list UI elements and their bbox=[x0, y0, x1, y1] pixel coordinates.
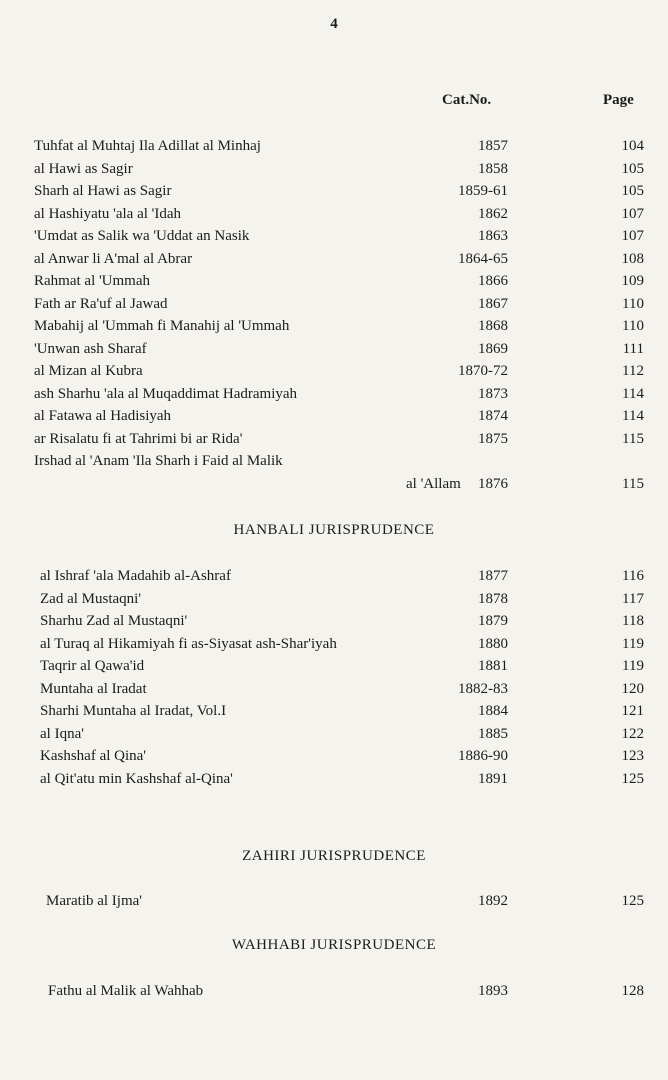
entry-row bbox=[34, 206, 668, 229]
entry-page: 119 bbox=[622, 635, 644, 652]
entry-cat-no: 1886-90 bbox=[458, 748, 508, 764]
entry-row bbox=[40, 658, 668, 681]
entry-cat-no: 1884 bbox=[478, 703, 508, 719]
entry-row bbox=[46, 893, 668, 916]
entry-title: Tuhfat al Muhtaj Ila Adillat al Minhaj bbox=[34, 138, 261, 154]
entry-page: 116 bbox=[622, 568, 644, 584]
entry-cat-no: 1885 bbox=[478, 725, 508, 742]
entry-title: Fath ar Ra'uf al Jawad bbox=[34, 295, 168, 312]
entry-title: Sharh al Hawi as Sagir bbox=[34, 183, 172, 199]
entry-cat-no: 1863 bbox=[478, 228, 508, 244]
entry-title: Zad al Mustaqni' bbox=[40, 590, 142, 607]
entry-cat-no: 1866 bbox=[478, 273, 508, 289]
entry-title: al Hashiyatu 'ala al 'Idah bbox=[34, 205, 182, 222]
page-number: 4 bbox=[330, 16, 338, 32]
entry-title: al Anwar li A'mal al Abrar bbox=[34, 250, 193, 267]
shafii-list bbox=[34, 138, 668, 498]
entry-row bbox=[48, 983, 668, 1006]
entry-cat-no: 1879 bbox=[478, 613, 508, 629]
entry-page: 122 bbox=[621, 725, 644, 742]
entry-title: Fathu al Malik al Wahhab bbox=[48, 983, 204, 999]
entry-cat-no: 1880 bbox=[478, 635, 508, 652]
entry-page: 110 bbox=[622, 318, 644, 334]
entry-title: Muntaha al Iradat bbox=[40, 680, 147, 697]
entry-cat-no: 1874 bbox=[478, 408, 508, 424]
entry-cat-no: 1864-65 bbox=[458, 250, 508, 267]
entry-cat-no: 1857 bbox=[478, 138, 508, 154]
entry-cat-no: 1869 bbox=[478, 340, 508, 357]
entry-page: 115 bbox=[622, 475, 644, 492]
entry-page: 121 bbox=[621, 703, 644, 719]
entry-title: ar Risalatu fi at Tahrimi bi ar Rida' bbox=[34, 430, 243, 447]
entry-row bbox=[40, 636, 668, 659]
entry-cat-no: 1868 bbox=[478, 318, 508, 334]
entry-cat-no: 1892 bbox=[478, 893, 508, 909]
entry-title: Irshad al 'Anam 'Ila Sharh i Faid al Malik bbox=[34, 453, 283, 469]
entry-page: 117 bbox=[622, 590, 644, 607]
entry-page: 115 bbox=[622, 430, 644, 447]
entry-page: 105 bbox=[621, 183, 644, 199]
entry-page: 114 bbox=[622, 408, 644, 424]
entry-page: 125 bbox=[621, 893, 644, 909]
entry-title: al Ishraf 'ala Madahib al-Ashraf bbox=[40, 568, 231, 584]
entry-page: 128 bbox=[621, 983, 644, 999]
entry-row bbox=[34, 476, 668, 499]
entry-title: al Turaq al Hikamiyah fi as-Siyasat ash-Shar'iyah bbox=[40, 635, 337, 652]
entry-page: 120 bbox=[621, 680, 644, 697]
entry-row bbox=[34, 363, 668, 386]
entry-page: 107 bbox=[621, 228, 644, 244]
entry-cat-no: 1859-61 bbox=[458, 183, 508, 199]
entry-cat-no: 1876 bbox=[478, 475, 508, 492]
entry-cat-no: 1870-72 bbox=[458, 363, 508, 379]
entry-row bbox=[34, 318, 668, 341]
hanbali-list bbox=[40, 568, 668, 793]
entry-title: al Hawi as Sagir bbox=[34, 160, 133, 177]
entry-page: 109 bbox=[621, 273, 644, 289]
entry-row bbox=[40, 613, 668, 636]
entry-title: Sharhu Zad al Mustaqni' bbox=[40, 613, 188, 629]
entry-page: 118 bbox=[622, 613, 644, 629]
cat-no-header: Cat.No. bbox=[442, 92, 492, 108]
entry-title: al Iqna' bbox=[40, 725, 84, 742]
entry-page: 104 bbox=[621, 138, 644, 154]
entry-cat-no: 1882-83 bbox=[458, 680, 508, 697]
entry-page: 107 bbox=[621, 205, 644, 222]
entry-row bbox=[40, 568, 668, 591]
entry-page: 108 bbox=[621, 250, 644, 267]
page-header: Page bbox=[603, 92, 634, 108]
entry-title: 'Umdat as Salik wa 'Uddat an Nasik bbox=[34, 228, 250, 244]
entry-title: ash Sharhu 'ala al Muqaddimat Hadramiyah bbox=[34, 385, 298, 402]
entry-cat-no: 1858 bbox=[478, 160, 508, 177]
entry-page: 119 bbox=[622, 658, 644, 674]
zahiri-heading: ZAHIRI JURISPRUDENCE bbox=[242, 848, 426, 864]
entry-title: al Mizan al Kubra bbox=[34, 363, 143, 379]
entry-row bbox=[34, 386, 668, 409]
entry-row bbox=[34, 431, 668, 454]
entry-cat-no: 1875 bbox=[478, 430, 508, 447]
entry-cat-no: 1877 bbox=[478, 568, 508, 584]
entry-row bbox=[40, 726, 668, 749]
wahhabi-heading: WAHHABI JURISPRUDENCE bbox=[231, 937, 437, 953]
entry-page: 114 bbox=[622, 385, 644, 402]
entry-cat-no: 1873 bbox=[478, 385, 508, 402]
entry-title: Kashshaf al Qina' bbox=[40, 748, 147, 764]
entry-row bbox=[34, 296, 668, 319]
entry-row bbox=[34, 183, 668, 206]
entry-title: al Qit'atu min Kashshaf al-Qina' bbox=[40, 770, 233, 787]
entry-row bbox=[40, 748, 668, 771]
entry-row bbox=[34, 161, 668, 184]
entry-title: al Fatawa al Hadisiyah bbox=[34, 408, 172, 424]
entry-title: Taqrir al Qawa'id bbox=[40, 658, 145, 674]
entry-page: 123 bbox=[621, 748, 644, 764]
entry-cat-no: 1862 bbox=[478, 205, 508, 222]
hanbali-heading: HANBALI JURISPRUDENCE bbox=[233, 522, 435, 538]
entry-title: al 'Allam bbox=[406, 475, 461, 492]
entry-page: 110 bbox=[622, 295, 644, 312]
entry-row bbox=[34, 408, 668, 431]
entry-cat-no: 1867 bbox=[478, 295, 508, 312]
entry-cat-no: 1893 bbox=[478, 983, 508, 999]
entry-title: Sharhi Muntaha al Iradat, Vol.I bbox=[40, 703, 227, 719]
entry-row bbox=[34, 341, 668, 364]
entry-title: 'Unwan ash Sharaf bbox=[34, 340, 147, 357]
entry-cat-no: 1878 bbox=[478, 590, 508, 607]
entry-row bbox=[34, 138, 668, 161]
entry-row bbox=[34, 251, 668, 274]
entry-title: Rahmat al 'Ummah bbox=[34, 273, 151, 289]
entry-row bbox=[40, 681, 668, 704]
entry-page: 112 bbox=[622, 363, 644, 379]
entry-title: Mabahij al 'Ummah fi Manahij al 'Ummah bbox=[34, 318, 290, 334]
entry-row bbox=[34, 453, 668, 476]
entry-row bbox=[34, 228, 668, 251]
entry-page: 111 bbox=[622, 340, 644, 357]
entry-row bbox=[40, 591, 668, 614]
entry-cat-no: 1881 bbox=[478, 658, 508, 674]
entry-row bbox=[40, 703, 668, 726]
entry-cat-no: 1891 bbox=[478, 770, 508, 787]
entry-row bbox=[40, 771, 668, 794]
wahhabi-list bbox=[48, 983, 668, 1006]
entry-title: Maratib al Ijma' bbox=[46, 893, 142, 909]
entry-page: 105 bbox=[621, 160, 644, 177]
entry-row bbox=[34, 273, 668, 296]
zahiri-list bbox=[46, 893, 668, 916]
entry-page: 125 bbox=[621, 770, 644, 787]
